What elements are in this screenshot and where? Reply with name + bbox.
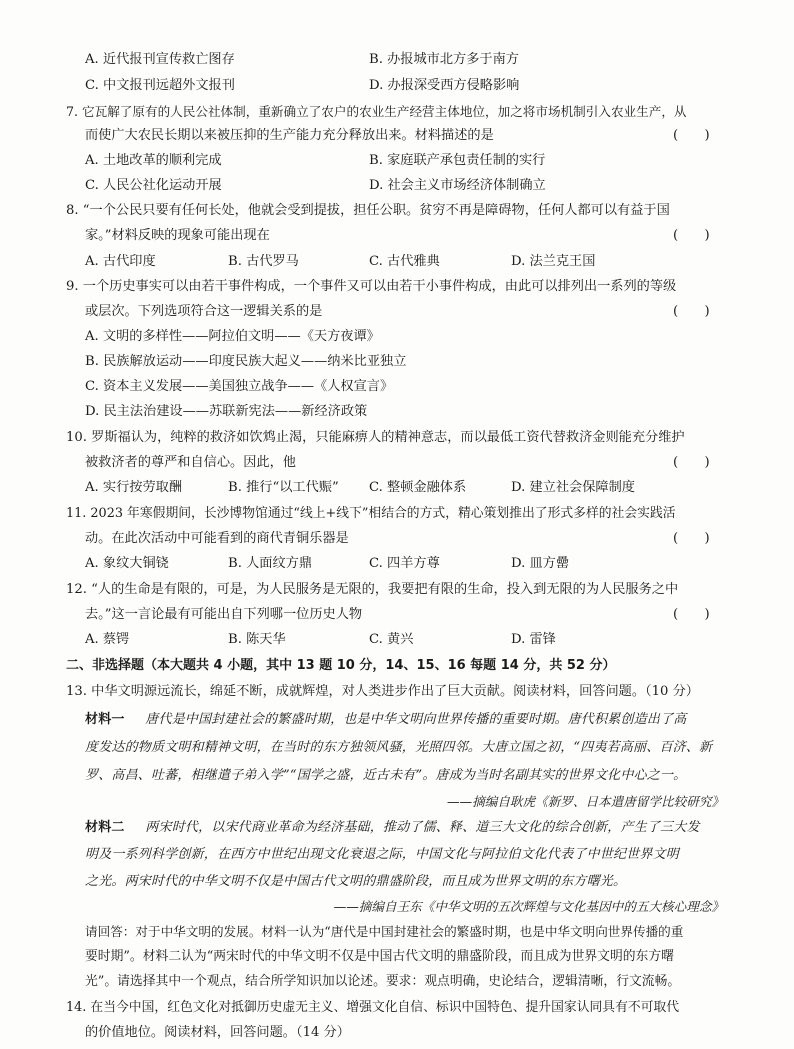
q11-stem-line1: 11. 2023 年寒假期间，长沙博物馆通过“线上+线下”相结合的方式，精心策划推出了形式多样的社会实践活	[66, 506, 676, 521]
q6-option-b: B. 办报城市北方多于南方	[369, 52, 519, 67]
q11-option-c: C. 四羊方尊	[369, 556, 440, 571]
q10-stem-line1: 10. 罗斯福认为，纯粹的救济如饮鸩止渴，只能麻痹人的精神意志，而以最低工资代替救济金则能充分维护	[66, 430, 685, 445]
q11-option-d: D. 皿方罍	[511, 556, 570, 571]
q9-answer-blank: ( )	[673, 304, 710, 319]
q12-option-a: A. 蔡锷	[85, 632, 130, 647]
q13-material2-source: ——摘编自王东《中华文明的五次辉煌与文化基因中的五大核心理念》	[333, 899, 724, 914]
q11-answer-blank: ( )	[673, 531, 710, 546]
q8-option-c: C. 古代雅典	[369, 254, 440, 269]
q6-option-d: D. 办报深受西方侵略影响	[369, 78, 520, 93]
q9-option-c: C. 资本主义发展——美国独立战争——《人权宣言》	[85, 379, 394, 394]
q9-option-b: B. 民族解放运动——印度民族大起义——纳米比亚独立	[85, 354, 407, 369]
q13-ask-line2: 要时期”。材料二认为“两宋时代的中华文明不仅是中国古代文明的鼎盛阶段，而且成为世界文明的东方曙	[85, 949, 674, 964]
material2-label: 材料二	[85, 820, 125, 835]
q9-stem-line2: 或层次。下列选项符合这一逻辑关系的是	[85, 304, 323, 319]
q12-answer-blank: ( )	[673, 607, 710, 622]
q9-option-a: A. 文明的多样性——阿拉伯文明——《天方夜谭》	[85, 329, 380, 344]
q6-option-c: C. 中文报刊远超外文报刊	[85, 78, 235, 93]
section-heading-non-choice: 二、非选择题（本大题共 4 小题，其中 13 题 10 分，14、15、16 每题 14 分，共 52 分）	[66, 658, 616, 673]
q14-stem-line2: 的价值地位。阅读材料，回答问题。（14 分）	[85, 1025, 350, 1040]
q13-material2-line1	[85, 818, 700, 838]
q13-material1-line1	[85, 710, 687, 730]
q10-answer-blank: ( )	[673, 455, 710, 470]
q7-option-c: C. 人民公社化运动开展	[85, 178, 222, 193]
q13-stem: 13. 中华文明源远流长，绵延不断，成就辉煌，对人类进步作出了巨大贡献。阅读材料，回答问题。（10 分）	[66, 684, 699, 699]
q8-stem-line1: 8. “一个公民只要有任何长处，他就会受到提拔，担任公职。贫穷不再是障碍物，任何人都可以有益于国	[66, 203, 670, 218]
q12-option-c: C. 黄兴	[369, 632, 414, 647]
q9-stem-line1: 9. 一个历史事实可以由若干事件构成，一个事件又可以由若干小事件构成，由此可以排列出一系列的等级	[66, 279, 677, 294]
q12-option-b: B. 陈天华	[228, 632, 286, 647]
q10-option-a: A. 实行按劳取酬	[85, 480, 183, 495]
q8-answer-blank: ( )	[673, 228, 710, 243]
q9-option-d: D. 民主法治建设——苏联新宪法——新经济政策	[85, 404, 368, 419]
q13-ask-line3: 光”。请选择其中一个观点，结合所学知识加以论述。要求：观点明确，史论结合，逻辑清晰，行文流畅。	[85, 974, 681, 989]
q13-material2-line3: 之光。两宋时代的中华文明不仅是中国古代文明的鼎盛阶段，而且成为世界文明的东方曙光。	[85, 874, 627, 889]
q10-stem-line2: 被救济者的尊严和自信心。因此，他	[85, 455, 296, 470]
q13-material1-line2: 度发达的物质文明和精神文明，在当时的东方独领风骚，光照四邻。大唐立国之初，“四夷若高丽、百济、新	[85, 740, 713, 755]
q10-option-d: D. 建立社会保障制度	[511, 480, 635, 495]
q13-material1-source: ——摘编自耿虎《新罗、日本遣唐留学比较研究》	[446, 794, 724, 809]
q12-stem-line1: 12. “人的生命是有限的，可是，为人民服务是无限的，我要把有限的生命，投入到无限的为人民服务之中	[66, 582, 679, 597]
q10-option-c: C. 整顿金融体系	[369, 480, 467, 495]
q7-stem-line2: 而使广大农民长期以来被压抑的生产能力充分释放出来。材料描述的是	[85, 128, 494, 143]
q8-stem-line2: 家。”材料反映的现象可能出现在	[85, 228, 270, 243]
q11-option-b: B. 人面纹方鼎	[228, 556, 313, 571]
q12-stem-line2: 去。”这一言论最有可能出自下列哪一位历史人物	[85, 607, 363, 622]
q8-option-a: A. 古代印度	[85, 254, 156, 269]
material1-text: 唐代是中国封建社会的繁盛时期，也是中华文明向世界传播的重要时期。唐代积累创造出了高	[145, 712, 687, 727]
q13-material1-line3: 罗、高昌、吐蕃，相继遣子弟入学”“国学之盛，近古未有”。唐成为当时名副其实的世界文化中心之一。	[85, 768, 687, 783]
q11-stem-line2: 动。在此次活动中可能看到的商代青铜乐器是	[85, 531, 349, 546]
q13-ask-line1: 请回答：对于中华文明的发展。材料一认为“唐代是中国封建社会的繁盛时期，也是中华文明向世界传播的重	[85, 924, 684, 939]
q8-option-b: B. 古代罗马	[228, 254, 299, 269]
q7-option-b: B. 家庭联产承包责任制的实行	[369, 153, 546, 168]
q7-stem-line1: 7. 它瓦解了原有的人民公社体制，重新确立了农户的农业生产经营主体地位，加之将市场机制引入农业生产，从	[66, 104, 687, 119]
q8-option-d: D. 法兰克王国	[511, 254, 596, 269]
q7-option-a: A. 土地改革的顺利完成	[85, 153, 222, 168]
material1-label: 材料一	[85, 712, 125, 727]
q7-answer-blank: ( )	[673, 128, 710, 143]
q12-option-d: D. 雷锋	[511, 632, 556, 647]
material2-text: 两宋时代，以宋代商业革命为经济基础，推动了儒、释、道三大文化的综合创新，产生了三大发	[145, 820, 700, 835]
q11-option-a: A. 象纹大铜铙	[85, 556, 169, 571]
q13-material2-line2: 明及一系列科学创新，在西方中世纪出现文化衰退之际，中国文化与阿拉伯文化代表了中世纪世界文明	[85, 847, 680, 862]
q7-option-d: D. 社会主义市场经济体制确立	[369, 178, 546, 193]
q10-option-b: B. 推行“以工代赈”	[228, 480, 339, 495]
q14-stem-line1: 14. 在当今中国，红色文化对抵御历史虚无主义、增强文化自信、标识中国特色、提升国家认同具有不可取代	[66, 1000, 680, 1015]
q6-option-a: A. 近代报刊宣传救亡图存	[85, 52, 235, 67]
